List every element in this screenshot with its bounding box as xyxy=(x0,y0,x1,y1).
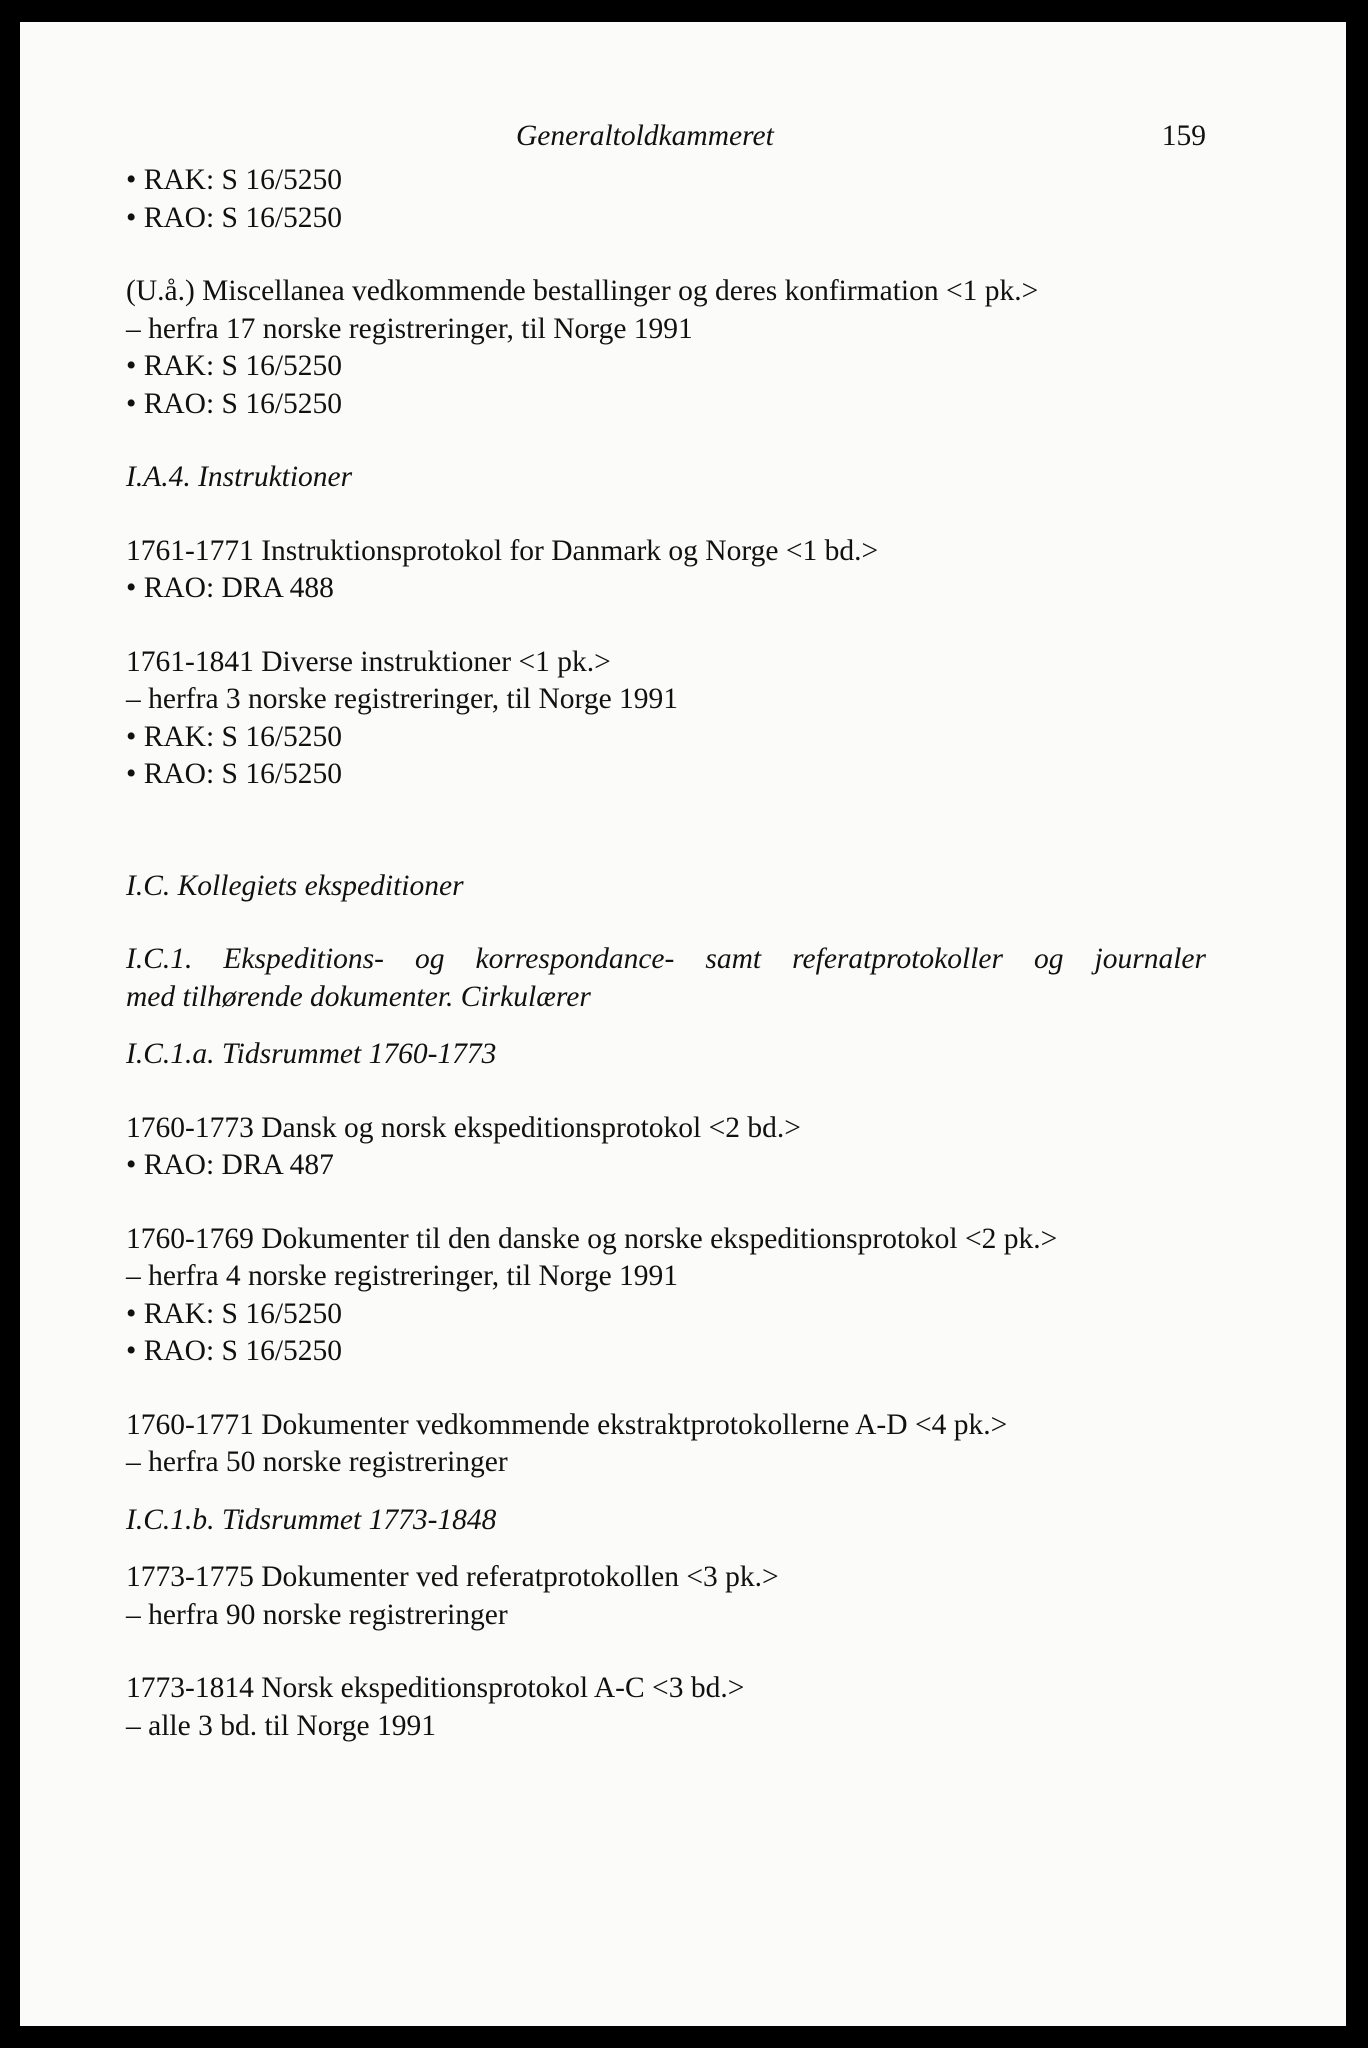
entry-title: 1760-1773 Dansk og norsk ekspeditionsprotokol <2 bd.> xyxy=(126,1111,801,1144)
subsection-heading: I.C.1.b. Tidsrummet 1773-1848 xyxy=(126,1503,497,1536)
entry-note: – alle 3 bd. til Norge 1991 xyxy=(126,1709,436,1742)
section-heading: I.A.4. Instruktioner xyxy=(126,461,353,493)
subsection-heading xyxy=(126,941,1206,1016)
archive-reference: • RAO: S 16/5250 xyxy=(126,758,343,790)
archive-reference: • RAK: S 16/5250 xyxy=(126,350,343,382)
scanned-page xyxy=(20,22,1346,2026)
archive-reference: • RAK: S 16/5250 xyxy=(126,1297,343,1330)
running-header xyxy=(126,118,1206,162)
entry-title: 1760-1771 Dokumenter vedkommende ekstraktprotokollerne A-D <4 pk.> xyxy=(126,1408,1008,1441)
archive-reference: • RAO: S 16/5250 xyxy=(126,1335,343,1367)
page-number: 159 xyxy=(1161,120,1206,152)
entry-note: – herfra 90 norske registreringer xyxy=(126,1598,508,1631)
archive-reference: • RAO: S 16/5250 xyxy=(126,387,343,420)
subsection-heading: I.C.1.a. Tidsrummet 1760-1773 xyxy=(126,1038,497,1070)
entry-title: 1761-1771 Instruktionsprotokol for Danmark og Norge <1 bd.> xyxy=(126,534,879,567)
entry-note: – herfra 50 norske registreringer xyxy=(126,1446,508,1478)
archive-reference: • RAK: S 16/5250 xyxy=(126,720,343,753)
archive-reference: • RAK: S 16/5250 xyxy=(126,164,343,196)
entry-title: 1773-1775 Dokumenter ved referatprotokollen <3 pk.> xyxy=(126,1561,779,1593)
subsection-heading-line-2: med tilhørende dokumenter. Cirkulærer xyxy=(126,980,591,1013)
running-title: Generaltoldkammeret xyxy=(516,120,774,152)
archive-reference: • RAO: DRA 487 xyxy=(126,1149,334,1181)
entry-title: 1760-1769 Dokumenter til den danske og norske ekspeditionsprotokol <2 pk.> xyxy=(126,1222,1058,1255)
heading-text: I.C.1. Ekspeditions- og korrespondance- samt referatprotokoller og journaler xyxy=(126,943,1206,975)
entry-title: 1761-1841 Diverse instruktioner <1 pk.> xyxy=(126,645,611,678)
entry-title: (U.å.) Miscellanea vedkommende bestallinger og deres konfirmation <1 pk.> xyxy=(126,275,1039,307)
entry-title: 1773-1814 Norsk ekspeditionsprotokol A-C <3 bd.> xyxy=(126,1672,745,1704)
section-heading: I.C. Kollegiets ekspeditioner xyxy=(126,869,464,902)
entry-note: – herfra 3 norske registreringer, til Norge 1991 xyxy=(126,683,679,715)
entry-note: – herfra 17 norske registreringer, til Norge 1991 xyxy=(126,312,693,345)
page-content xyxy=(126,118,1206,1745)
archive-reference: • RAO: DRA 488 xyxy=(126,572,334,604)
archive-reference: • RAO: S 16/5250 xyxy=(126,201,343,234)
entry-note: – herfra 4 norske registreringer, til Norge 1991 xyxy=(126,1260,679,1292)
subsection-heading-line-1 xyxy=(126,941,1206,979)
